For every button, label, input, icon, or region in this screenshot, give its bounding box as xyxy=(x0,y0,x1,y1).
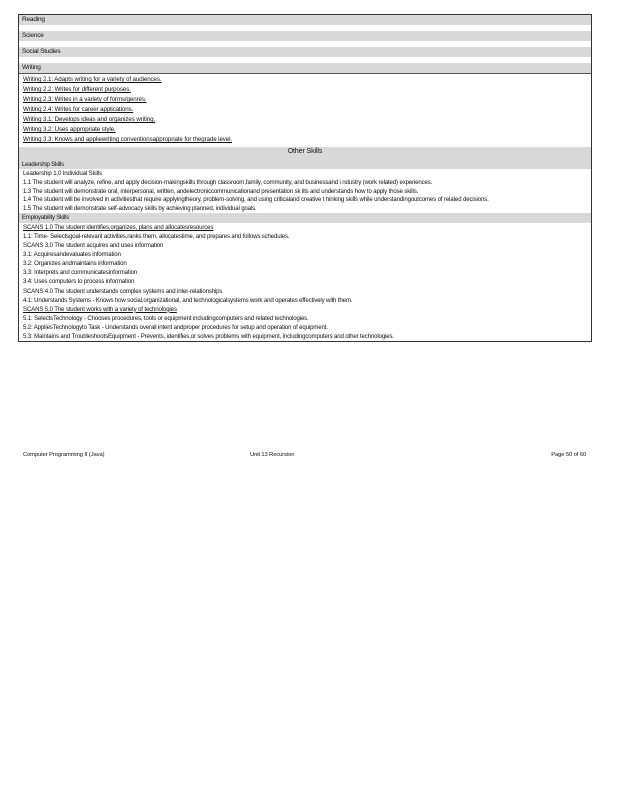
footer-page-number: Page 50 of 60 xyxy=(551,452,586,458)
standards-table xyxy=(18,14,592,342)
scans-item: 3.3: Interprets and communicatesinformation xyxy=(23,269,138,277)
scans-item: 5.2: AppliesTechnologyto Task - Understands overall intent andproper procedures for setup and operation of equipment. xyxy=(23,323,328,331)
social-studies-band: Social Studies xyxy=(19,47,591,57)
footer-course: Computer Programming II (Java) xyxy=(23,452,105,458)
writing-link[interactable]: Writing 3.3: Knows and appliewriting conventionsappropriate for thegrade level. xyxy=(23,136,233,143)
scans-heading: SCANS 3.0 The student acquires and uses information xyxy=(23,242,164,250)
reading-band: Reading xyxy=(19,15,591,25)
leadership-item: 1.3 The student will demonstrate oral, interpersonal, written, andelectroniccommunicationand presentation sk ills and understands how to apply those skills. xyxy=(23,188,419,196)
leadership-skills-label: Leadership Skills xyxy=(22,162,64,168)
footer-unit: Unit 13 Recursion xyxy=(250,452,295,458)
scans-item: 4.1: Understands Systems - Knows how social,organizational, and technologicalsystems work and operates effectively with them. xyxy=(23,296,353,304)
leadership-heading: Leadership 1.0 Individual Skills xyxy=(23,170,102,177)
writing-link[interactable]: Writing 3.1: Develops ideas and organizes writing. xyxy=(23,116,156,123)
writing-link[interactable]: Writing 2.4: Writes for career applications. xyxy=(23,106,134,113)
writing-list xyxy=(19,74,591,147)
scans-heading: SCANS 1.0 The student identifies,organizes, plans and allocatesresources xyxy=(23,223,214,231)
scans-heading: SCANS 5.0 The student works with a variety of technologies xyxy=(23,305,177,313)
scans-item: 1.1: Time- Selectsgoal-relevant activities,ranks them, allocatestime, and prepares and follows schedules. xyxy=(23,232,290,240)
scans-item: 3.2: Organizes andmaintains information xyxy=(23,260,127,268)
writing-link[interactable]: Writing 2.1: Adapts writing for a variety of audiences. xyxy=(23,76,162,83)
science-band: Science xyxy=(19,31,591,41)
writing-link[interactable]: Writing 2.3: Writes in a variety of forms/genres. xyxy=(23,96,147,103)
scans-item: 5.3: Maintains and TroubleshootsEquipment - Prevents, identifies,or solves problems with equipment, includingcomputers and other technologies. xyxy=(23,333,394,340)
writing-link[interactable]: Writing 3.2: Uses appropriate style. xyxy=(23,126,116,133)
employability-band: Employability Skills xyxy=(19,213,591,223)
writing-link[interactable]: Writing 2.2: Writes for different purposes. xyxy=(23,86,131,93)
scans-item: 3.4: Uses computers to process information xyxy=(23,278,135,286)
leadership-section xyxy=(19,169,591,213)
leadership-item: 1.1 The student will analyze, refine, and apply decision-makingskills through classroom,family, community, and businessand i ndustry (work related) experiences. xyxy=(23,179,433,187)
employability-section xyxy=(19,223,591,341)
other-skills-title: Other Skills xyxy=(287,148,323,155)
leadership-item: 1.5 The student will demonstrate self-advocacy skills by achieving planned, individual goals. xyxy=(23,204,257,212)
scans-item: 3.1: Acquiresandevaluates information xyxy=(23,251,121,259)
other-skills-band xyxy=(19,147,591,169)
leadership-item: 1.4 The student will be involved in activitiesthat require applyingtheory, problem-solving, and using criticaland creative t hinking skills while understandingoutcomes of related decisions. xyxy=(23,196,489,204)
writing-band: Writing xyxy=(19,63,591,73)
scans-item: 5.1: SelectsTechnology - Chooses procedures, tools or equipment includingcomputers and related technologies. xyxy=(23,314,309,322)
scans-heading: SCANS 4.0 The student understands complex systems and inter-relationships xyxy=(23,287,223,295)
